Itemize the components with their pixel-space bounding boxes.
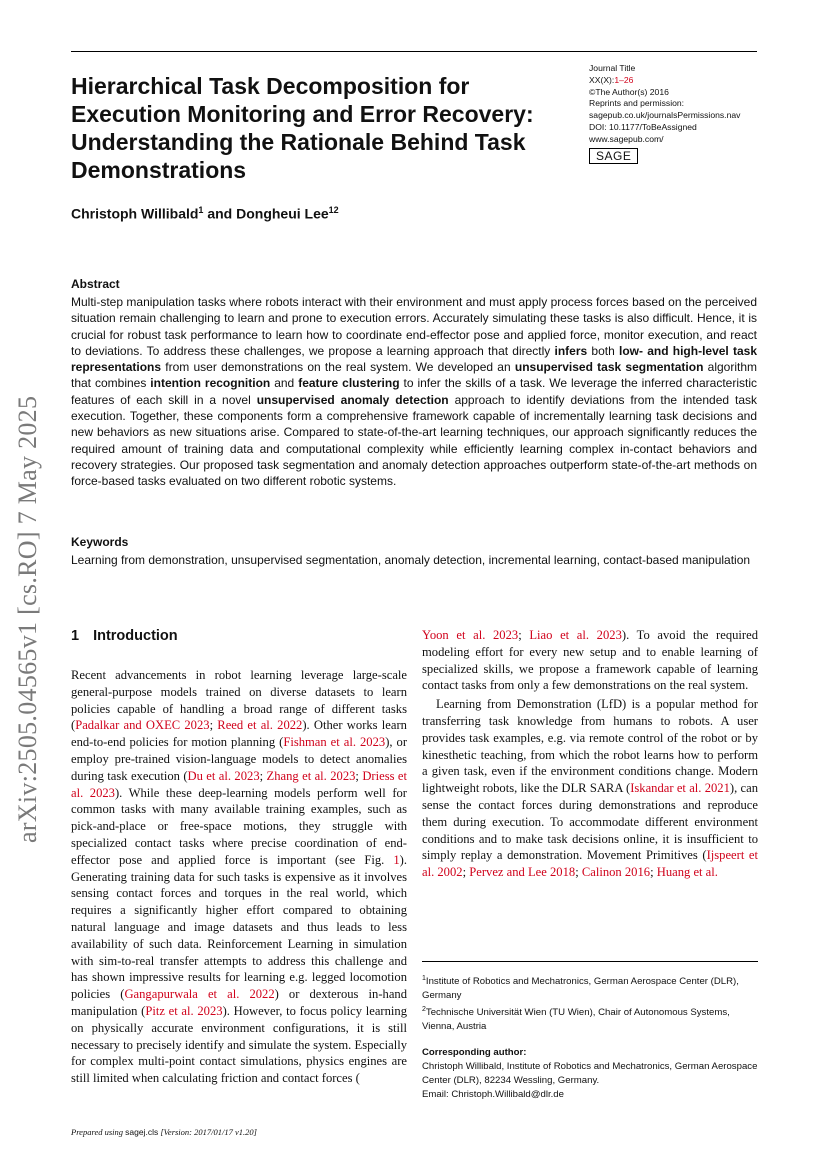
intro-paragraph-1: Recent advancements in robot learning leverage large-scale general-purpose models trained on diverse datasets to learn policies capable of handling a broad range of different tasks (Padalkar and OXEC 2023; Reed et al. 2022). Other works learn end-to-end policies for motion planning (Fishman et al. 2023), or employ pre-trained vision-language models to detect anomalies during task execution (Du et al. 2023; Zhang et al. 2023; Driess et al. 2023). While these deep-learning models perform well for common tasks with many available training examples, such as pick-and-place or free-space motions, they struggle with specialized contact tasks where precise coordination of end-effector pose and applied force is important (see Fig. 1). Generating training data for such tasks is expensive as it involves sensing contact forces and torques in the real world, which requires a significantly higher effort compared to obtaining natural language and image datasets and thus leads to less availability of such data. Reinforcement Learning in simulation with sim-to-real transfer attempts to address this challenge and has shown impressive results for learning e.g. legged locomotion policies (Gangapurwala et al. 2022) or dexterous in-hand manipulation (Pitz et al. 2023). However, to focus policy learning on physically accurate environment configurations, it is still necessary to precisely identify and simulate the system. Especially for complex multi-point contact simulations, physics engines are still limited when calculating friction and contact forces ( xyxy=(71,668,408,1086)
citation-link[interactable]: Liao et al. 2023 xyxy=(529,628,622,642)
section-number: 1 xyxy=(71,628,80,644)
journal-permissions-url[interactable]: sagepub.co.uk/journalsPermissions.nav xyxy=(589,110,741,121)
citation-link[interactable]: Gangapurwala et al. 2022 xyxy=(124,987,275,1002)
column-right xyxy=(422,627,758,881)
paper-title: Hierarchical Task Decomposition for Execution Monitoring and Error Recovery: Understanding the Rationale Behind Task Demonstrations xyxy=(71,73,534,183)
journal-pages-link[interactable]: 1–26 xyxy=(614,74,634,85)
abstract-emphasis: infers xyxy=(554,343,588,358)
author-name: Christoph Willibald xyxy=(71,205,199,222)
corresponding-author-address: Christoph Willibald, Institute of Robotics and Mechatronics, German Aerospace Center (DLR), 82234 Wessling, Germany. xyxy=(422,1061,758,1086)
footnotes-block xyxy=(422,972,758,1103)
keywords-heading: Keywords xyxy=(71,535,129,549)
citation-link[interactable]: Yoon et al. 2023 xyxy=(422,628,519,642)
corresponding-author-heading: Corresponding author: xyxy=(422,1047,527,1058)
citation-link[interactable]: Calinon 2016 xyxy=(581,865,651,880)
intro-paragraph-2: Learning from Demonstration (LfD) is a popular method for transferring task knowledge from humans to robots. A user provides task examples, e.g. via remote control of the robot or by kinesthetic teaching, from which the robot learns how to perform a given task, even if the environment conditions change. Modern lightweight robots, like the DLR SARA (Iskandar et al. 2021), can sense the contact forces during demonstrations and reproduce them during execution. To accommodate different environment conditions and to make task decisions online, it is insufficient to simply replay a demonstration. Movement Primitives (Ijspeert et al. 2002; Pervez and Lee 2018; Calinon 2016; Huang et al. xyxy=(422,697,759,880)
class-file-name: sagej.cls xyxy=(125,1127,159,1137)
journal-volume: XX(X):1–26 xyxy=(589,74,634,85)
citation-link[interactable]: Padalkar and OXEC 2023 xyxy=(75,718,210,733)
citation-link[interactable]: Reed et al. 2022 xyxy=(217,718,303,733)
abstract-emphasis: low- and high-level task representations xyxy=(71,343,757,375)
journal-name: Journal Title xyxy=(589,63,636,73)
abstract-emphasis: intention recognition xyxy=(150,376,271,391)
abstract-text: Multi-step manipulation tasks where robots interact with their environment and must apply process forces based on the perceived situation remain challenging to learn and prone to execution errors. Accurately simulating these tasks is also difficult. Hence, it is crucial for robust task performance to learn how to coordinate end-effector pose and applied force, monitor execution, and react to deviations. To address these challenges, we propose a learning approach that directly infers both low- and high-level task representations from user demonstrations on the real system. We developed an unsupervised task segmentation algorithm that combines intention recognition and feature clustering to infer the skills of a task. We leverage the inferred characteristic features of each skill in a novel unsupervised anomaly detection approach to identify deviations from the intended task execution. Together, these components form a comprehensive framework capable of incrementally learning task decisions and new behaviors as new situations arise. Compared to state-of-the-art learning techniques, our approach significantly reduces the required amount of training data and computational complexity while efficiently learning complex in-contact behaviors and recovery strategies. Our proposed task segmentation and anomaly detection approaches outperform state-of-the-art methods on force-based tasks evaluated on two different robotic systems. xyxy=(71,295,758,489)
keywords-section xyxy=(71,535,757,568)
sage-logo: SAGE xyxy=(589,148,638,164)
citation-link[interactable]: Driess et al. 2023 xyxy=(71,768,407,800)
section-heading-introduction xyxy=(71,627,407,645)
journal-info-block xyxy=(589,63,764,164)
abstract-section xyxy=(71,277,757,490)
affiliation-footnote: $^2$Technische Universität Wien (TU Wien), Chair of Autonomous Systems, Vienna, Austria xyxy=(422,1006,730,1032)
citation-link[interactable]: Fishman et al. 2023 xyxy=(283,735,386,750)
abstract-emphasis: unsupervised task segmentation xyxy=(514,360,704,375)
author-affiliation-mark: 1 xyxy=(198,205,204,215)
abstract-heading: Abstract xyxy=(71,277,120,291)
arxiv-identifier-stamp[interactable]: arXiv:2505.04565v1 [cs.RO] 7 May 2025 xyxy=(13,395,42,843)
author-name: Dongheui Lee xyxy=(236,205,329,222)
footnote-rule xyxy=(422,961,758,962)
affiliation-footnote: $^1$Institute of Robotics and Mechatronics, German Aerospace Center (DLR), Germany xyxy=(422,975,739,1001)
abstract-emphasis: feature clustering xyxy=(298,376,400,391)
author-conjunction: and xyxy=(207,205,233,222)
author-list xyxy=(71,205,339,222)
prepared-using-footer: Prepared using sagej.cls [Version: 2017/01/17 v1.20] xyxy=(71,1127,257,1137)
citation-link[interactable]: Iskandar et al. 2021 xyxy=(630,781,730,796)
section-title: Introduction xyxy=(93,628,178,644)
column-left xyxy=(71,627,407,1087)
keywords-text: Learning from demonstration, unsupervised segmentation, anomaly detection, incremental learning, contact-based manipulation xyxy=(71,553,751,567)
journal-reprints: Reprints and permission: xyxy=(589,98,685,109)
corresponding-author-email[interactable]: Email: Christoph.Willibald@dlr.de xyxy=(422,1089,564,1101)
intro-paragraph-1-continued: Yoon et al. 2023; Liao et al. 2023). To avoid the required modeling effort for every new setup and to enable learning of specialized skills, we propose a framework capable of learning contact tasks from only a few demonstrations on the real system. xyxy=(422,628,759,693)
citation-link[interactable]: Du et al. 2023 xyxy=(187,768,260,783)
citation-link[interactable]: Huang et al. xyxy=(656,865,718,880)
figure-reference-link[interactable]: 1 xyxy=(393,852,400,867)
journal-website[interactable]: www.sagepub.com/ xyxy=(589,133,664,144)
citation-link[interactable]: Zhang et al. 2023 xyxy=(266,768,356,783)
journal-doi: DOI: 10.1177/ToBeAssigned xyxy=(589,121,697,132)
abstract-emphasis: unsupervised anomaly detection xyxy=(256,392,449,407)
journal-copyright: ©The Author(s) 2016 xyxy=(589,86,669,97)
citation-link[interactable]: Ijspeert et al. 2002 xyxy=(422,848,759,880)
author-affiliation-mark: 12 xyxy=(328,205,339,215)
citation-link[interactable]: Pitz et al. 2023 xyxy=(145,1003,223,1018)
citation-link[interactable]: Pervez and Lee 2018 xyxy=(469,865,576,880)
header-rule xyxy=(71,51,757,52)
